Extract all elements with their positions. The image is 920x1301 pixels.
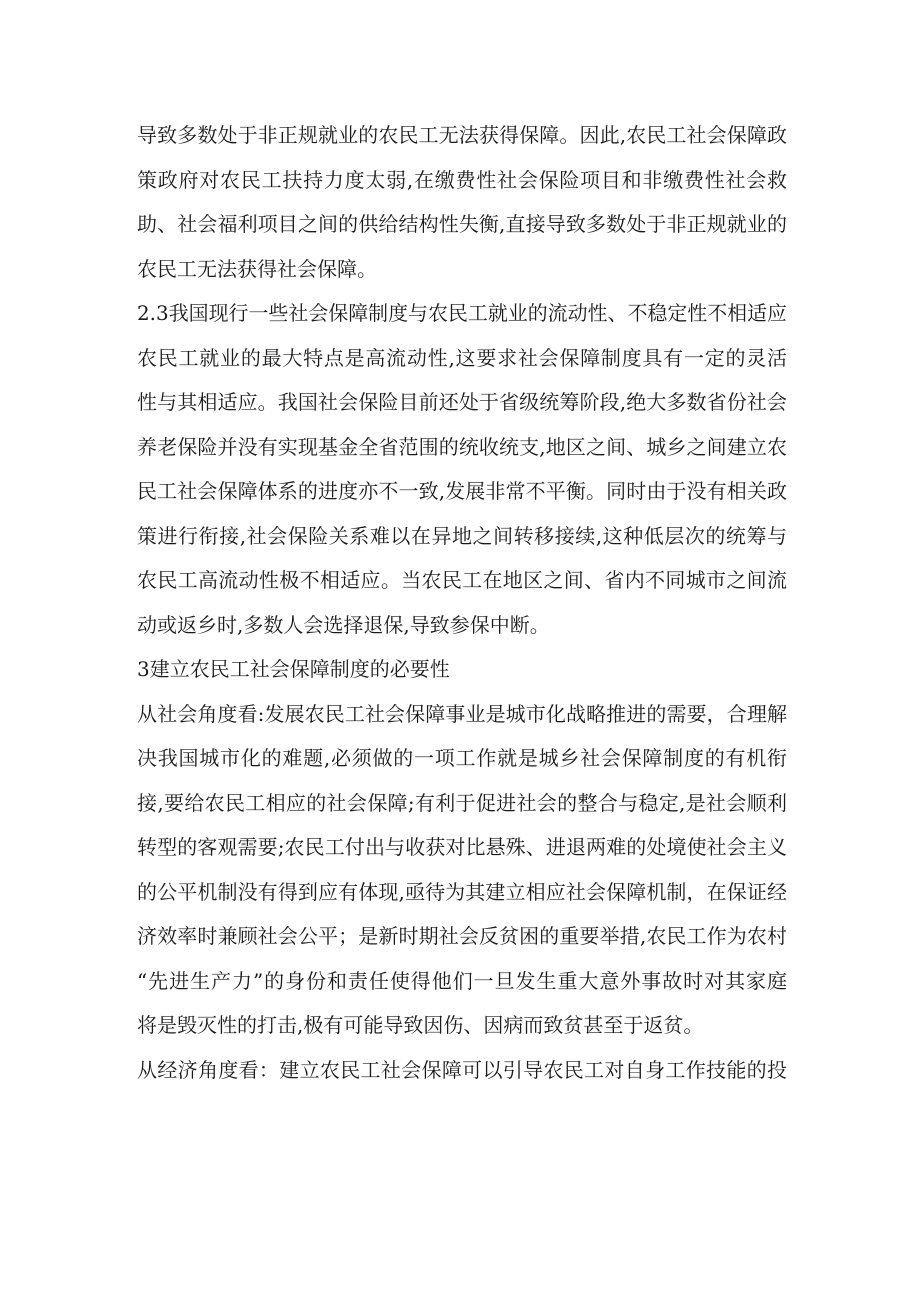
paragraph xyxy=(137,113,787,291)
text-line: “先进生产力”的身份和责任使得他们一旦发生重大意外事故时对其家庭 xyxy=(137,968,787,993)
text-line: 的公平机制没有得到应有体现,亟待为其建立相应社会保障机制，在保证经 xyxy=(137,879,787,904)
document-page xyxy=(137,113,787,1092)
text-line: 养老保险并没有实现基金全省范围的统收统支,地区之间、城乡之间建立农 xyxy=(137,434,787,459)
text-line: 策政府对农民工扶持力度太弱,在缴费性社会保险项目和非缴费性社会救 xyxy=(137,167,787,192)
text-line: 农民工就业的最大特点是高流动性,这要求社会保障制度具有一定的灵活 xyxy=(137,345,787,370)
text-line: 农民工无法获得社会保障。 xyxy=(137,256,377,281)
text-line: 性与其相适应。我国社会保险目前还处于省级统筹阶段,绝大多数省份社会 xyxy=(137,390,787,414)
paragraph xyxy=(137,1048,787,1093)
text-line: 2.3我国现行一些社会保障制度与农民工就业的流动性、不稳定性不相适应 xyxy=(137,301,787,325)
text-line: 决我国城市化的难题,必须做的一项工作就是城乡社会保障制度的有机衔 xyxy=(137,746,787,770)
text-line: 从经济角度看：建立农民工社会保障可以引导农民工对自身工作技能的投 xyxy=(137,1057,787,1082)
section-heading xyxy=(137,291,787,336)
paragraph xyxy=(137,692,787,1048)
text-line: 策进行衔接,社会保险关系难以在异地之间转移接续,这种低层次的统筹与 xyxy=(137,523,787,548)
text-line: 济效率时兼顾社会公平；是新时期社会反贫困的重要举措,农民工作为农村 xyxy=(137,924,787,948)
text-line: 接,要给农民工相应的社会保障;有利于促进社会的整合与稳定,是社会顺利 xyxy=(137,790,787,815)
text-line: 3建立农民工社会保障制度的必要性 xyxy=(137,657,450,681)
text-line: 导致多数处于非正规就业的农民工无法获得保障。因此,农民工社会保障政 xyxy=(137,123,787,147)
text-line: 助、社会福利项目之间的供给结构性失衡,直接导致多数处于非正规就业的 xyxy=(137,212,787,236)
text-line: 动或返乡时,多数人会选择退保,导致参保中断。 xyxy=(137,612,550,637)
text-line: 农民工高流动性极不相适应。当农民工在地区之间、省内不同城市之间流 xyxy=(137,568,787,592)
text-line: 转型的客观需要;农民工付出与收获对比悬殊、进退两难的处境使社会主义 xyxy=(137,835,787,859)
section-heading xyxy=(137,647,787,692)
paragraph xyxy=(137,336,787,648)
text-line: 将是毁灭性的打击,极有可能导致因伤、因病而致贫甚至于返贫。 xyxy=(137,1013,704,1037)
text-line: 从社会角度看:发展农民工社会保障事业是城市化战略推进的需要，合理解 xyxy=(137,701,787,726)
text-line: 民工社会保障体系的进度亦不一致,发展非常不平衡。同时由于没有相关政 xyxy=(137,479,787,503)
